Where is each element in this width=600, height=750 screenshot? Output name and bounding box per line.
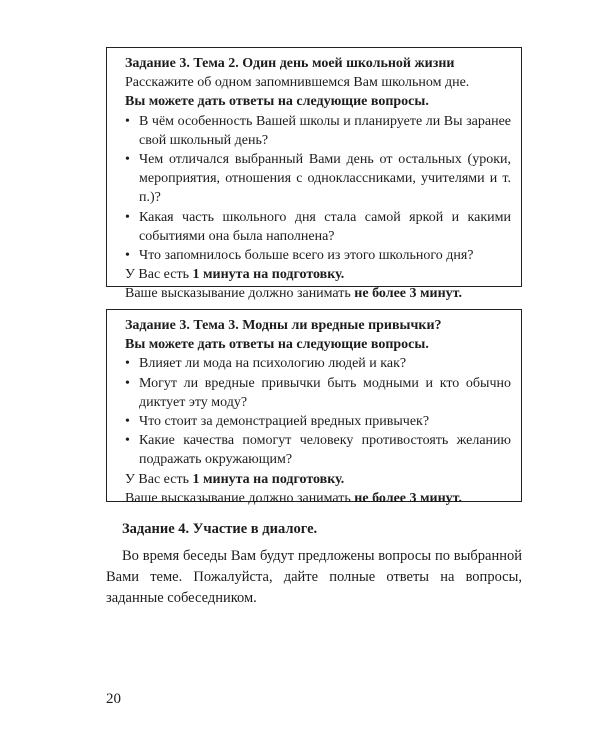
question-item: • Что запомнилось больше всего из этого школьного дня? — [125, 246, 511, 265]
task-title: Задание 3. Тема 3. Модны ли вредные привычки? — [125, 318, 442, 333]
question-list — [125, 112, 511, 266]
question-item: • Влияет ли мода на психологию людей и как? — [125, 354, 511, 373]
answer-limit: не более 3 минут. — [354, 490, 462, 506]
task-title: Задание 3. Тема 2. Один день моей школьной жизни — [125, 56, 455, 71]
prep-time: 1 минута на подготовку. — [192, 471, 345, 487]
question-item: • Какая часть школьного дня стала самой яркой и какими событиями она была наполнена? — [125, 208, 511, 246]
prep-prefix: У Вас есть — [125, 267, 193, 283]
task-intro: Расскажите об одном запомнившемся Вам школьном дне. — [125, 75, 470, 91]
limit-prefix: Ваше высказывание должно занимать — [125, 286, 355, 302]
answer-limit-line — [125, 284, 511, 303]
answer-limit: не более 3 минут. — [354, 286, 462, 302]
prep-time-line — [125, 265, 511, 284]
questions-prompt: Вы можете дать ответы на следующие вопросы. — [125, 94, 429, 110]
questions-prompt: Вы можете дать ответы на следующие вопросы. — [125, 337, 429, 353]
question-item: • Могут ли вредные привычки быть модными и кто обычно диктует эту моду? — [125, 374, 511, 412]
task4-text: Во время беседы Вам будут предложены вопросы по выбранной Вами теме. Пожалуйста, дайте полные ответы на вопросы, заданные собеседником. — [106, 548, 522, 606]
question-item: • Какие качества помогут человеку противостоять желанию подражать окружающим? — [125, 431, 511, 469]
limit-prefix: Ваше высказывание должно занимать — [125, 490, 355, 506]
task3-topic3-box — [106, 309, 522, 506]
question-list — [125, 354, 511, 469]
question-item: • Что стоит за демонстрацией вредных привычек? — [125, 412, 511, 431]
task4-heading: Задание 4. Участие в диалоге. — [122, 521, 318, 537]
answer-limit-line — [125, 489, 511, 508]
prep-time: 1 минута на подготовку. — [192, 267, 345, 283]
prep-prefix: У Вас есть — [125, 471, 193, 487]
question-item: • Чем отличался выбранный Вами день от остальных (уроки, мероприятия, отношения с одноклассниками, учителями и т. п.)? — [125, 150, 511, 208]
question-item: • В чём особенность Вашей школы и планируете ли Вы заранее свой школьный день? — [125, 112, 511, 150]
page-number: 20 — [106, 691, 121, 707]
prep-time-line — [125, 470, 511, 489]
task3-topic2-box — [106, 47, 522, 302]
task4-section — [106, 519, 522, 609]
